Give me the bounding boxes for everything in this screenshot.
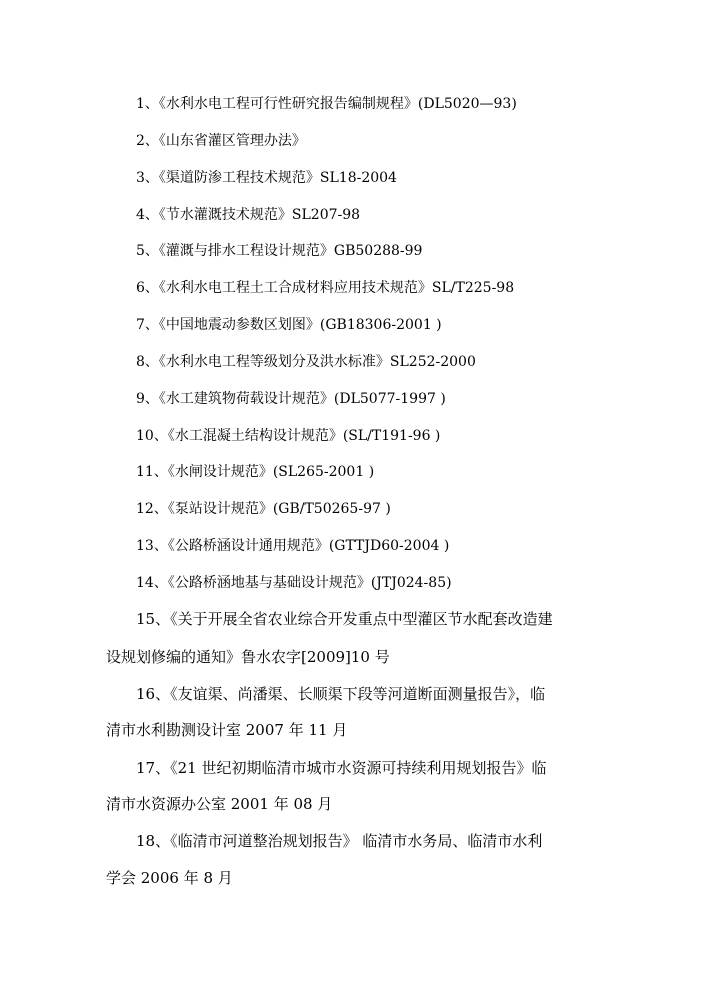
reference-text-line2: 学会 2006 年 8 月	[106, 869, 233, 887]
reference-item-3	[136, 169, 397, 187]
reference-text: 2、《山东省灌区管理办法》	[136, 133, 306, 149]
reference-text-line2: 清市水资源办公室 2001 年 08 月	[106, 795, 333, 813]
reference-text: 8、《水利水电工程等级划分及洪水标准》SL252-2000	[136, 354, 476, 370]
reference-item-12	[136, 500, 391, 518]
reference-item-7	[136, 316, 442, 334]
reference-text-line2: 设规划修编的通知》鲁水农字[2009]10 号	[106, 648, 390, 666]
reference-text: 13、《公路桥涵设计通用规范》(GTTJD60-2004 )	[136, 538, 450, 554]
reference-item-6	[136, 279, 514, 297]
reference-item-18	[136, 830, 542, 852]
reference-text-line1: 15、《关于开展全省农业综合开发重点中型灌区节水配套改造建	[136, 610, 553, 628]
reference-text: 9、《水工建筑物荷载设计规范》(DL5077-1997 )	[136, 391, 446, 407]
reference-item-17	[136, 757, 546, 779]
reference-item-18-cont	[106, 867, 233, 889]
reference-item-1	[136, 95, 517, 113]
reference-item-9	[136, 390, 446, 408]
reference-text: 3、《渠道防渗工程技术规范》SL18-2004	[136, 170, 397, 186]
reference-item-10	[136, 427, 440, 445]
reference-item-13	[136, 537, 449, 555]
reference-text-line1: 17、《21 世纪初期临清市城市水资源可持续利用规划报告》临	[136, 759, 547, 777]
reference-item-14	[136, 574, 452, 592]
reference-item-17-cont	[106, 793, 332, 815]
reference-text: 12、《泵站设计规范》(GB/T50265-97 )	[136, 501, 391, 517]
reference-item-11	[136, 463, 374, 481]
reference-text: 11、《水闸设计规范》(SL265-2001 )	[136, 464, 375, 480]
reference-item-4	[136, 206, 360, 224]
reference-text: 5、《灌溉与排水工程设计规范》GB50288-99	[136, 243, 423, 259]
reference-text: 7、《中国地震动参数区划图》(GB18306-2001 )	[136, 317, 442, 333]
reference-item-15-cont	[106, 646, 390, 668]
reference-text-line1: 16、《友谊渠、尚潘渠、长顺渠下段等河道断面测量报告》，临	[136, 685, 546, 703]
reference-text: 10、《水工混凝土结构设计规范》(SL/T191-96 )	[136, 428, 441, 444]
reference-item-15	[136, 608, 553, 630]
reference-text: 4、《节水灌溉技术规范》SL207-98	[136, 207, 361, 223]
reference-item-16-cont	[106, 719, 347, 741]
reference-item-8	[136, 353, 476, 371]
reference-text-line1: 18、《临清市河道整治规划报告》 临清市水务局、临清市水利	[136, 832, 543, 850]
reference-text: 6、《水利水电工程土工合成材料应用技术规范》SL/T225-98	[136, 280, 515, 296]
reference-item-2	[136, 132, 306, 150]
reference-item-5	[136, 242, 422, 260]
reference-text-line2: 清市水利勘测设计室 2007 年 11 月	[106, 721, 348, 739]
reference-item-16	[136, 683, 545, 705]
reference-text: 14、《公路桥涵地基与基础设计规范》(JTJ024-85)	[136, 575, 452, 591]
reference-text: 1、《水利水电工程可行性研究报告编制规程》(DL5020—93)	[136, 96, 517, 112]
